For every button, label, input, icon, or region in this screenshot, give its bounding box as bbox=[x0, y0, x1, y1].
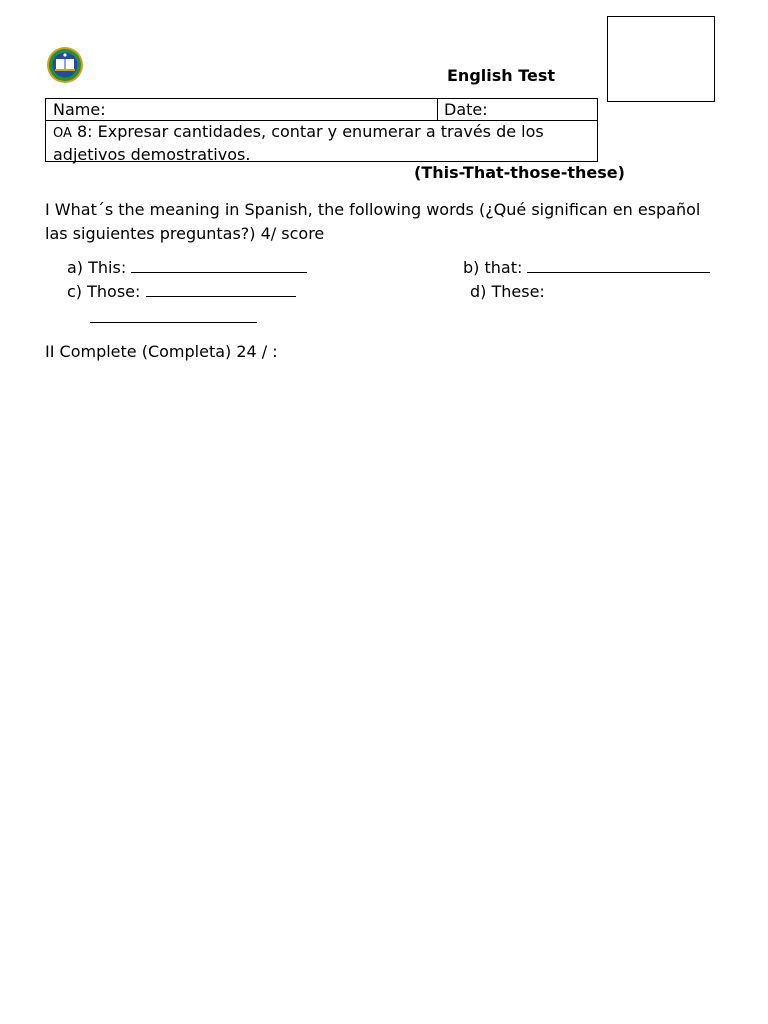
item-c-label: c) Those: bbox=[67, 282, 141, 301]
page-title: English Test bbox=[447, 66, 556, 85]
school-seal-icon bbox=[45, 46, 85, 84]
item-a bbox=[67, 257, 307, 279]
oa-description: 8: Expresar cantidades, contar y enumerar a través de los adjetivos demostrativos. bbox=[53, 122, 544, 164]
item-b bbox=[463, 257, 710, 279]
date-label: Date: bbox=[444, 100, 488, 119]
date-field[interactable] bbox=[438, 99, 604, 120]
item-d-answer-blank[interactable] bbox=[90, 310, 257, 323]
item-a-answer-blank[interactable] bbox=[131, 258, 307, 273]
topic-subtitle: (This-That-those-these) bbox=[414, 163, 625, 182]
student-info-table bbox=[45, 98, 598, 162]
item-d bbox=[470, 281, 545, 303]
item-b-label: b) that: bbox=[463, 258, 523, 277]
name-field[interactable] bbox=[46, 99, 438, 120]
learning-objective bbox=[53, 121, 583, 165]
name-label: Name: bbox=[53, 100, 106, 119]
item-b-answer-blank[interactable] bbox=[527, 258, 710, 273]
item-c bbox=[67, 281, 296, 303]
item-a-label: a) This: bbox=[67, 258, 127, 277]
item-c-answer-blank[interactable] bbox=[146, 282, 296, 297]
student-info-row bbox=[46, 99, 597, 121]
oa-prefix: OA bbox=[53, 126, 72, 141]
item-d-label: d) These: bbox=[470, 282, 545, 301]
score-box bbox=[607, 16, 715, 102]
section2-heading: II Complete (Completa) 24 / : bbox=[45, 342, 278, 361]
section1-question: I What´s the meaning in Spanish, the following words (¿Qué significan en español las siguientes preguntas?) 4/ score bbox=[45, 200, 701, 243]
